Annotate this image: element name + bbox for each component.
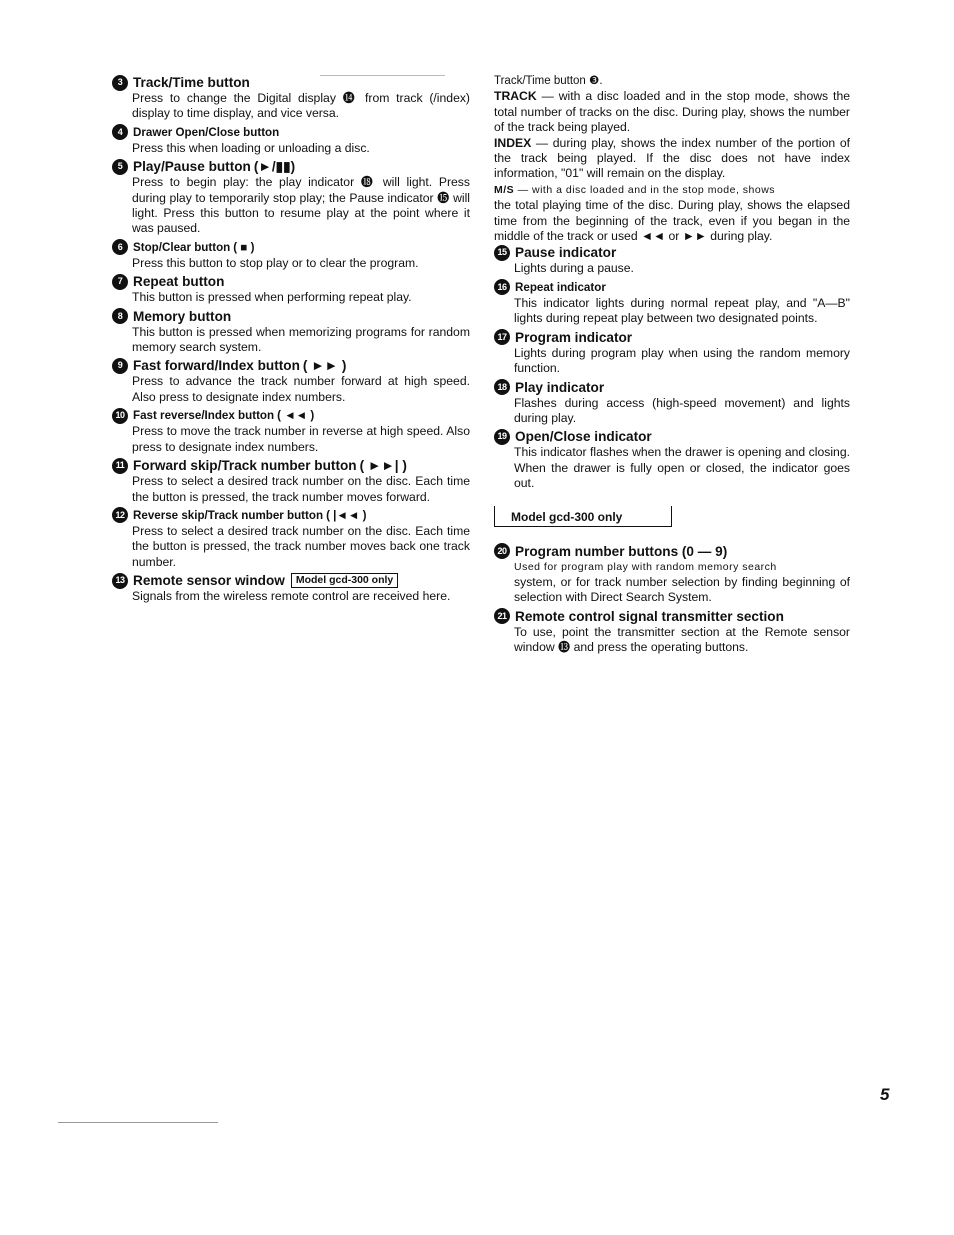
entry-item — [494, 329, 850, 377]
left-column — [112, 74, 470, 607]
scan-mark — [58, 1122, 218, 1123]
entry-heading — [494, 608, 850, 625]
entry-item — [112, 239, 470, 271]
number-circle-icon: 17 — [494, 329, 510, 345]
entry-body: Flashes during access (high-speed movement) and lights during play. — [514, 395, 850, 425]
number-circle-icon: 11 — [112, 458, 128, 474]
button-symbol: ( |◄◄ ) — [326, 508, 367, 522]
page-number: 5 — [880, 1085, 890, 1104]
entry-title: Pause indicator — [515, 245, 617, 261]
entry-item — [112, 74, 470, 122]
entry-title: Remote sensor window — [133, 573, 285, 589]
entry-body: Press this when loading or unloading a disc. — [132, 140, 370, 155]
button-symbol: ( ►► ) — [302, 358, 347, 374]
entry-body: This indicator flashes when the drawer is opening and closing. When the drawer is fully open or closed, the indicator goes out. — [514, 445, 850, 491]
track-desc: TRACK — with a disc loaded and in the stop mode, shows the total number of tracks on the disc. During play, shows the number of the track being played. — [494, 89, 850, 135]
right-column — [494, 74, 850, 658]
number-circle-icon: 4 — [112, 124, 128, 140]
number-circle-icon: 7 — [112, 274, 128, 290]
scan-mark — [320, 75, 445, 76]
button-symbol: (►/▮▮) — [253, 159, 296, 175]
number-circle-icon: 8 — [112, 308, 128, 324]
entry-body: To use, point the transmitter section at the Remote sensor window ⓭ and press the operating buttons. — [514, 624, 850, 655]
entry-body: Press to move the track number in reverse at high speed. Also press to designate index numbers. — [132, 424, 470, 454]
entry-heading — [112, 239, 470, 256]
entry-item — [494, 543, 850, 606]
entry-heading — [112, 357, 470, 374]
entry-heading — [112, 308, 470, 325]
entry-body: Press to change the Digital display ⓮ from track (/index) display to time display, and vice versa. — [132, 91, 470, 121]
number-circle-icon: 3 — [112, 75, 128, 91]
remote-list — [494, 543, 850, 656]
ms-desc: M/S — with a disc loaded and in the stop mode, shows the total playing time of the disc. During play, shows the elapsed time from the beginning of the track, even if you began in the middle of the track or used ◄◄ or ►► during play. — [494, 183, 850, 244]
entry-body: This button is pressed when memorizing programs for random memory search system. — [132, 324, 470, 355]
number-circle-icon: 5 — [112, 159, 128, 175]
entry-title: Repeat button — [133, 274, 225, 290]
entry-title: Forward skip/Track number button — [133, 458, 357, 474]
entry-item — [112, 507, 470, 570]
number-circle-icon: 16 — [494, 279, 510, 295]
entry-title: Memory button — [133, 308, 232, 324]
entry-heading — [494, 279, 850, 296]
model-badge: Model gcd-300 only — [291, 573, 398, 588]
entry-heading — [112, 572, 470, 589]
entry-heading — [112, 407, 470, 424]
entry-title: Drawer Open/Close button — [133, 125, 280, 139]
button-symbol: ( ■ ) — [233, 240, 255, 254]
entry-item — [112, 407, 470, 455]
entry-item — [112, 273, 470, 305]
entry-body: Lights during program play when using the random memory function. — [514, 345, 850, 376]
entry-item — [494, 244, 850, 276]
entry-item — [112, 457, 470, 505]
entry-item — [494, 608, 850, 656]
number-circle-icon: 12 — [112, 507, 128, 523]
entry-title: Stop/Clear button — [133, 240, 231, 254]
entry-body: Press this button to stop play or to clear the program. — [132, 255, 419, 270]
number-circle-icon: 19 — [494, 429, 510, 445]
index-desc: INDEX — during play, shows the index number of the portion of the track being played. If the disc does not have index information, "01" will remain on the display. — [494, 135, 850, 181]
entry-heading — [494, 244, 850, 261]
entry-item — [112, 124, 470, 156]
track-time-ref: Track/Time button ❸. — [494, 75, 603, 87]
entry-title: Play/Pause button — [133, 159, 251, 175]
entry-title: Remote control signal transmitter section — [515, 608, 784, 624]
number-circle-icon: 9 — [112, 358, 128, 374]
number-circle-icon: 21 — [494, 608, 510, 624]
number-circle-icon: 6 — [112, 239, 128, 255]
entry-heading — [494, 379, 850, 396]
entry-heading — [112, 507, 470, 524]
entry-title: Open/Close indicator — [515, 429, 652, 445]
entry-heading — [494, 543, 850, 560]
entry-item — [494, 428, 850, 491]
number-circle-icon: 13 — [112, 573, 128, 589]
entry-heading — [494, 329, 850, 346]
entry-heading — [112, 273, 470, 290]
entry-title: Track/Time button — [133, 75, 250, 90]
entry-item — [112, 357, 470, 405]
indicator-list — [494, 244, 850, 491]
number-circle-icon: 15 — [494, 245, 510, 261]
entry-body: This button is pressed when performing repeat play. — [132, 290, 412, 305]
button-symbol: ( ►►| ) — [359, 458, 407, 474]
entry-item — [112, 308, 470, 356]
entry-title: Program number buttons (0 — 9) — [515, 543, 728, 559]
number-circle-icon: 18 — [494, 379, 510, 395]
entry-item — [112, 572, 470, 604]
button-symbol: ( ◄◄ ) — [277, 409, 315, 423]
entry-body: Used for program play with random memory search — [514, 560, 777, 573]
entry-heading — [112, 457, 470, 474]
entry-title: Play indicator — [515, 379, 605, 395]
number-circle-icon: 10 — [112, 408, 128, 424]
number-circle-icon: 20 — [494, 543, 510, 559]
entry-body: Signals from the wireless remote control are received here. — [132, 589, 451, 604]
entry-title: Program indicator — [515, 329, 633, 345]
entry-title: Repeat indicator — [515, 280, 606, 294]
model-box: Model gcd-300 only — [494, 506, 672, 527]
entry-title: Fast forward/Index button — [133, 358, 300, 374]
entry-body: Press to begin play: the play indicator ⓲ will light. Press during play to temporarily stop play; the Pause indicator ⓯ will light. Press this button to resume play at the point where it was paused. — [132, 175, 470, 236]
entry-item — [494, 379, 850, 427]
entry-body: system, or for track number selection by finding beginning of selection with Direct Search System. — [514, 574, 850, 605]
entry-heading — [112, 158, 470, 175]
entry-item — [494, 279, 850, 327]
entry-heading — [112, 74, 470, 91]
entry-item — [112, 158, 470, 237]
entry-body: Press to select a desired track number on the disc. Each time the button is pressed, the track number moves forward. — [132, 474, 470, 504]
entry-heading — [494, 428, 850, 445]
entry-body: Press to select a desired track number on the disc. Each time the button is pressed, the track number moves back one track number. — [132, 523, 470, 569]
entry-body: Press to advance the track number forward at high speed. Also press to designate index numbers. — [132, 374, 470, 404]
entry-body: Lights during a pause. — [514, 261, 634, 276]
entry-title: Fast reverse/Index button — [133, 409, 275, 423]
entry-body: This indicator lights during normal repeat play, and "A—B" lights during repeat play between two designated points. — [514, 295, 850, 326]
entry-heading — [112, 124, 470, 141]
entry-title: Reverse skip/Track number button — [133, 508, 324, 522]
